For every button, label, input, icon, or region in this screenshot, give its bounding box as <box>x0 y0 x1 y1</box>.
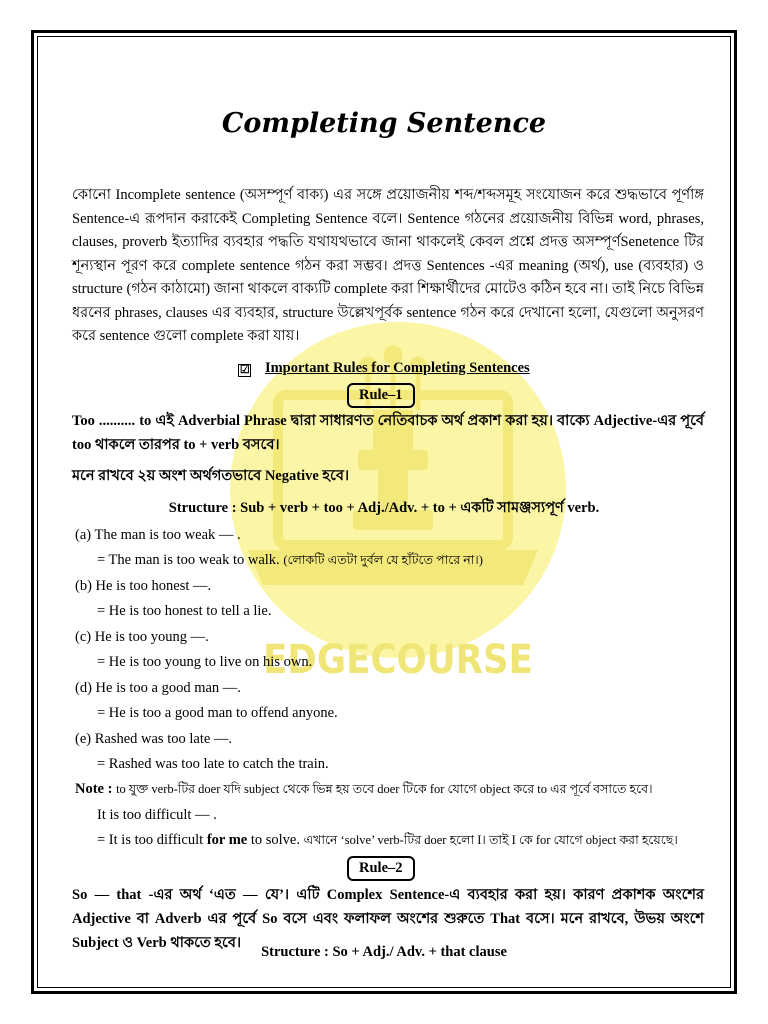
note-label: Note : <box>75 781 113 797</box>
note-example-answer-end: to solve. <box>247 832 300 848</box>
example-b-answer: = He is too honest to tell a lie. <box>97 603 272 619</box>
rule-2-structure: Structure : So + Adj./ Adv. + that clause <box>261 944 507 960</box>
rule-1-structure: Structure : Sub + verb + too + Adj./Adv. + to + একটি সামঞ্জস্যপূর্ণ verb. <box>168 500 600 516</box>
watermark-text: EDGECOURSE <box>263 637 533 680</box>
note-example-answer-start: = It is too difficult <box>97 832 207 848</box>
example-e-question: (e) Rashed was too late —. <box>75 731 233 747</box>
example-a-answer-text: = The man is too weak to walk. <box>97 552 280 568</box>
note-example-answer <box>97 832 678 852</box>
example-e-answer: = Rashed was too late to catch the train. <box>97 756 329 772</box>
note-example-explanation: এখানে ‘solve’ verb-টির doer হলো I। তাই I কে for যোগে object করা হয়েছে। <box>303 833 678 847</box>
checkbox-icon: ☑ <box>239 364 250 376</box>
note-text: to যুক্ত verb-টির doer যদি subject থেকে ভিন্ন হয় তবে doer টিকে for যোগে object করে to এর পূর্বে বসাতে হবে। <box>116 782 653 796</box>
rule-2-description: So — that -এর অর্থ ‘এত — যে’। এটি Complex Sentence-এ ব্যবহার করা হয়। কারণ প্রকাশক অংশের Adjective বা Adverb এর পূর্বে So বসে এবং ফলাফল অংশের শুরুতে That বসে। মনে রাখবে, উভয় অংশে Subject ও Verb থাকতে হবে। <box>72 887 704 951</box>
example-a-translation: (লোকটি এতটা দুর্বল যে হাঁটতে পারে না।) <box>283 553 483 567</box>
example-d-answer: = He is too a good man to offend anyone. <box>97 705 338 721</box>
rule-1-badge: Rule–1 <box>347 383 415 408</box>
example-a-answer <box>97 552 483 572</box>
note-example-question: It is too difficult — . <box>97 807 217 823</box>
rule-2-badge: Rule–2 <box>347 856 415 881</box>
example-c-answer: = He is too young to live on his own. <box>97 654 313 670</box>
example-c-question: (c) He is too young —. <box>75 629 209 645</box>
page-title: Completing Sentence <box>221 108 547 139</box>
example-d-question: (d) He is too a good man —. <box>75 680 241 696</box>
rule-1-note <box>75 781 653 801</box>
intro-paragraph: কোনো Incomplete sentence (অসম্পূর্ণ বাক্য) এর সঙ্গে প্রয়োজনীয় শব্দ/শব্দসমূহ সংযোজন করে শুদ্ধভাবে পূর্ণাঙ্গ Sentence-এ রূপদান করাকেই Completing Sentence বলে। Sentence গঠনের প্রয়োজনীয় বিভিন্ন word, phrases, clauses, proverb ইত্যাদির ব্যবহার পদ্ধতি যথাযথভাবে জানা থাকলেই কেবল প্রশ্নে প্রদত্ত অসম্পূর্ণSenetence টির শূন্যস্থান পূরণ করে complete sentence গঠন করা সম্ভব। প্রদত্ত Sentences -এর meaning (অর্থ), use (ব্যবহার) ও structure (গঠন কাঠামো) জানা থাকলে বাক্যটি complete করা শিক্ষার্থীদের মোটেও কঠিন হবে না। তাই নিচে বিভিন্ন ধরনের phrases, clauses এর ব্যবহার, structure উল্লেখপূর্বক sentence গঠন করে দেখানো হলো, যেগুলো অনুসরণ করে sentence গুলো complete করা যায়। <box>72 187 704 344</box>
rules-heading-label: Important Rules for Completing Sentences <box>264 360 530 376</box>
example-b-question: (b) He is too honest —. <box>75 578 212 594</box>
example-a-question: (a) The man is too weak — . <box>75 527 241 543</box>
rule-1-description: Too .......... to এই Adverbial Phrase দ্বারা সাধারণত নেতিবাচক অর্থ প্রকাশ করা হয়। বাক্যে Adjective-এর পূর্বে too থাকলে তারপর to + verb বসবে। <box>72 413 704 453</box>
note-example-answer-bold: for me <box>206 832 248 848</box>
rule-1-negative-note: মনে রাখবে ২য় অংশ অর্থগতভাবে Negative হবে। <box>72 468 350 484</box>
rules-heading <box>0 360 768 377</box>
